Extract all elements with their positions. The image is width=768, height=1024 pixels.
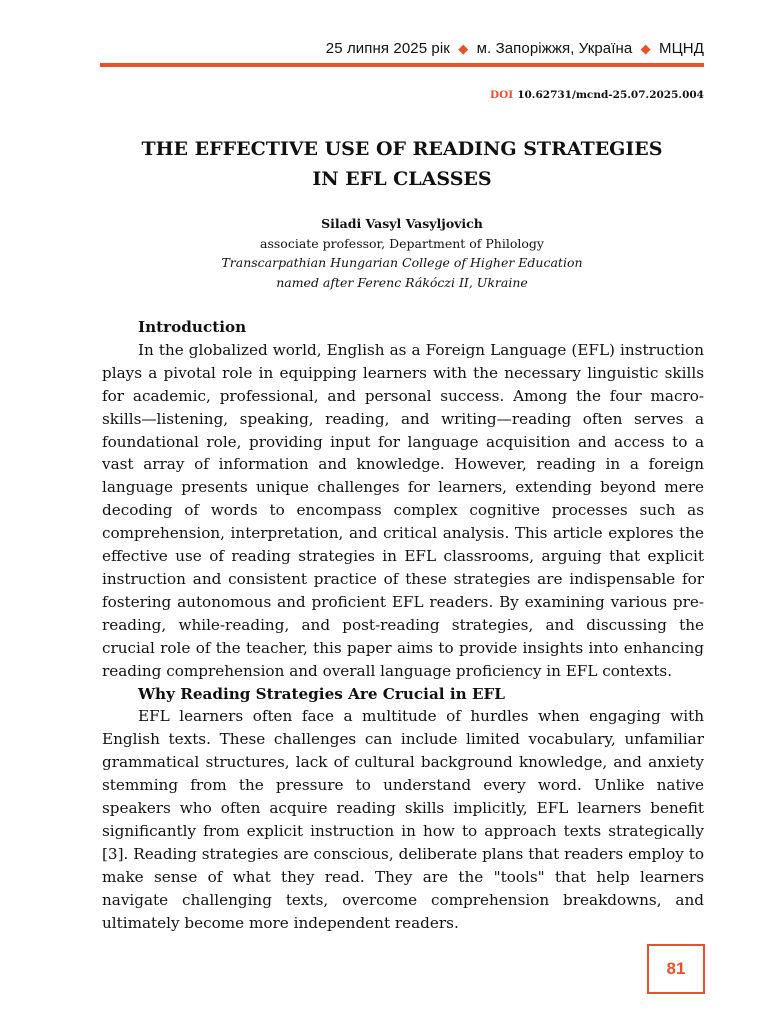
diamond-separator-icon: ◆	[458, 41, 469, 56]
author-name: Siladi Vasyl Vasyljovich	[321, 216, 483, 231]
header-date: 25 липня 2025 рік	[325, 40, 450, 57]
running-header	[100, 40, 704, 57]
author-affiliation-line-2: named after Ferenc Rákóczi II, Ukraine	[276, 274, 528, 290]
page-number: 81	[647, 944, 705, 994]
doi-label: DOI	[490, 89, 514, 101]
why-paragraph: EFL learners often face a multitude of hurdles when engaging with English texts. These challenges can include limited vocabulary, unfamiliar grammatical structures, lack of cultural background knowledge, and anxiety stemming from the pressure to understand every word. Unlike native speakers who often acquire reading skills implicitly, EFL learners benefit significantly from explicit instruction in how to approach texts strategically [3]. Reading strategies are conscious, deliberate plans that readers employ to make sense of what they read. They are the "tools" that help learners navigate challenging texts, overcome comprehension breakdowns, and ultimately become more independent readers.	[102, 707, 704, 932]
diamond-separator-icon: ◆	[640, 41, 651, 56]
article-body	[102, 316, 704, 934]
author-affiliation-line-1: Transcarpathian Hungarian College of Higher Education	[221, 255, 583, 270]
header-city: м. Запоріжжя, Україна	[476, 40, 633, 57]
paper-title	[100, 134, 704, 194]
section-heading-introduction: Introduction	[138, 318, 247, 336]
header-org: МЦНД	[659, 40, 704, 57]
doi-line	[490, 89, 704, 101]
section-heading-why-strategies: Why Reading Strategies Are Crucial in EFL	[138, 684, 505, 703]
header-divider	[100, 63, 704, 67]
author-position: associate professor, Department of Philology	[260, 235, 544, 251]
intro-paragraph: In the globalized world, English as a Foreign Language (EFL) instruction plays a pivotal role in equipping learners with the necessary linguistic skills for academic, professional, and personal success. Among the four macro-skills—listening, speaking, reading, and writing—reading often serves a foundational role, providing input for language acquisition and access to a vast array of information and knowledge. However, reading in a foreign language presents unique challenges for learners, extending beyond mere decoding of words to encompass complex cognitive processes such as comprehension, interpretation, and critical analysis. This article explores the effective use of reading strategies in EFL classrooms, arguing that explicit instruction and consistent practice of these strategies are indispensable for fostering autonomous and proficient EFL readers. By examining various pre-reading, while-reading, and post-reading strategies, and discussing the crucial role of the teacher, this paper aims to provide insights into enhancing reading comprehension and overall language proficiency in EFL contexts.	[102, 340, 704, 680]
title-line-1: THE EFFECTIVE USE OF READING STRATEGIES	[141, 138, 663, 160]
title-line-2: IN EFL CLASSES	[312, 168, 492, 190]
author-block	[100, 214, 704, 292]
doi-value: 10.62731/mcnd-25.07.2025.004	[517, 89, 704, 101]
